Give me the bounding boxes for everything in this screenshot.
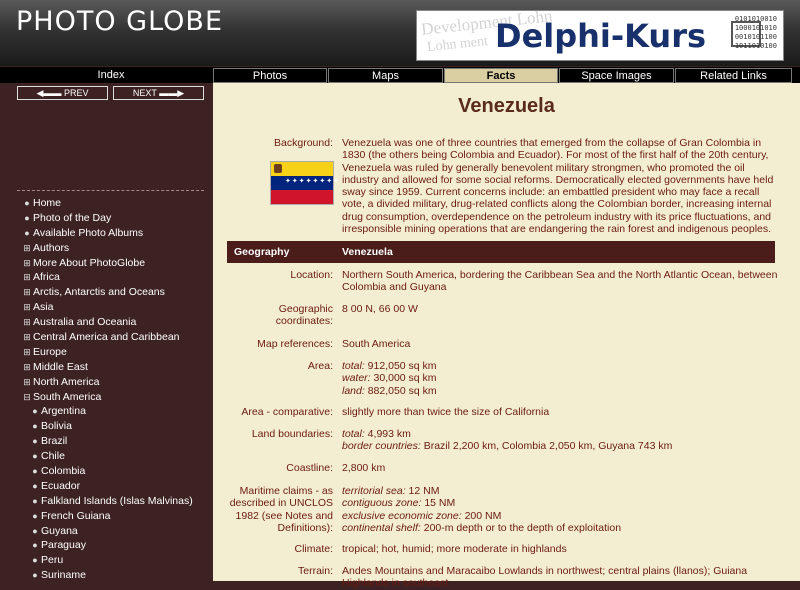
expand-icon[interactable]: ⊞ <box>23 361 31 372</box>
bullet-icon[interactable]: ● <box>32 480 38 491</box>
sidebar-item-label[interactable]: Europe <box>33 345 67 358</box>
area-land-key: land: <box>342 384 365 397</box>
terrain-value: Andes Mountains and Maracaibo Lowlands in northwest; central plains (llanos); Guiana Highlands in southeast <box>342 565 748 590</box>
expand-icon[interactable]: ⊞ <box>23 302 31 313</box>
bullet-icon[interactable]: ● <box>32 451 38 462</box>
tab-space-images[interactable]: Space Images <box>559 68 674 83</box>
maritime-values <box>342 485 782 534</box>
sidebar-item[interactable] <box>0 419 212 434</box>
eez-key: exclusive economic zone: <box>342 509 462 522</box>
geography-header-label: Geography <box>234 246 290 258</box>
coords-label: Geographic coordinates: <box>275 303 333 328</box>
coords-value: 8 00 N, 66 00 W <box>342 303 418 315</box>
territorial-sea-value: 12 NM <box>405 485 440 497</box>
expand-icon[interactable]: ⊞ <box>23 346 31 357</box>
mapref-label: Map references: <box>257 338 333 350</box>
banner-title: Delphi-Kurs <box>495 17 707 55</box>
expand-icon[interactable]: ⊞ <box>23 257 31 268</box>
banner-watermark: Development Lohn <box>420 6 554 39</box>
sidebar-item-label[interactable]: More About PhotoGlobe <box>33 256 146 269</box>
expand-icon[interactable]: ⊞ <box>23 317 31 328</box>
sidebar-item[interactable] <box>0 226 212 241</box>
expand-icon[interactable]: ⊞ <box>23 272 31 283</box>
climate-label: Climate: <box>294 543 333 555</box>
sidebar-item[interactable] <box>0 404 212 419</box>
sidebar-item[interactable] <box>0 375 212 390</box>
background-text: Venezuela was one of three countries that emerged from the collapse of Gran Colombia in 1830 (the others being Colombia and Ecuador). For most of the first half of the 20th century, Venezuela was ruled by generally benevolent military strongmen, who promoted the oil industry and allowed for some social reforms. Democratically elected governments have held sway since 1959. Current concerns include: an embattled president who may face a recall vote, a divided military, drug-related conflicts along the Colombian border, increasing internal drug consumption, overdependence on the petroleum industry with its price fluctuations, and irresponsible mining operations that are endangering the rain forest and indigenous peoples. <box>342 137 774 236</box>
bullet-icon[interactable]: ● <box>32 525 38 536</box>
eez-value: 200 NM <box>461 509 502 522</box>
sidebar-divider <box>17 190 204 191</box>
photo-globe-logo[interactable]: PHOTO GLOBE <box>16 6 224 37</box>
geography-header-country: Venezuela <box>342 246 393 258</box>
expand-icon[interactable]: ⊞ <box>23 332 31 343</box>
collapse-icon[interactable]: ⊟ <box>23 391 31 402</box>
sidebar-item[interactable] <box>0 345 212 360</box>
sidebar-item-label[interactable]: Australia and Oceania <box>33 316 137 329</box>
bullet-icon[interactable]: ● <box>32 436 38 447</box>
contiguous-zone-key: contiguous zone: <box>342 497 422 510</box>
sidebar-item[interactable] <box>0 196 212 211</box>
coat-of-arms-icon <box>274 164 282 173</box>
coastline-value: 2,800 km <box>342 462 386 474</box>
climate-value: tropical; hot, humid; more moderate in highlands <box>342 543 567 555</box>
venezuela-flag-icon <box>270 161 340 205</box>
bullet-icon[interactable]: ● <box>24 212 30 223</box>
site-header <box>0 0 800 66</box>
sidebar-item[interactable] <box>0 330 212 345</box>
sidebar-item-label[interactable]: South America <box>33 390 102 403</box>
sidebar-item[interactable] <box>0 434 212 449</box>
index-label: Index <box>97 69 125 81</box>
main-content <box>213 83 800 590</box>
area-comparative-value: slightly more than twice the size of California <box>342 406 550 418</box>
bullet-icon[interactable]: ● <box>24 198 30 208</box>
sidebar-item-label[interactable]: Bolivia <box>41 420 72 433</box>
sidebar-nav <box>0 196 212 583</box>
sidebar-item-label[interactable]: Peru <box>41 554 64 567</box>
sidebar-item[interactable] <box>0 270 212 285</box>
area-label: Area: <box>307 360 333 372</box>
sidebar-item-label[interactable]: Falkland Islands (Islas Malvinas) <box>41 494 193 507</box>
continental-shelf-value: 200-m depth or to the depth of exploitation <box>420 521 622 534</box>
sidebar-item[interactable] <box>0 256 212 271</box>
maritime-label: Maritime claims - as described in UNCLOS 1982 (see Notes and Definitions): <box>229 485 333 534</box>
sidebar-item[interactable] <box>0 538 212 553</box>
expand-icon[interactable]: ⊞ <box>23 287 31 298</box>
sidebar-item[interactable] <box>0 553 212 568</box>
sidebar-item[interactable] <box>0 315 212 330</box>
sidebar-item-label[interactable]: Arctis, Antarctis and Oceans <box>33 286 165 299</box>
flag-stars-icon: ✦✦✦✦✦✦✦✦ <box>285 178 340 185</box>
bullet-icon[interactable]: ● <box>32 495 38 506</box>
land-boundaries-values <box>342 428 782 453</box>
sidebar-item-label[interactable]: Suriname <box>41 569 86 582</box>
boundary-total-key: total: <box>342 428 365 440</box>
sidebar-item[interactable] <box>0 509 212 524</box>
sidebar-item[interactable] <box>0 464 212 479</box>
tab-photos[interactable]: Photos <box>213 68 327 83</box>
tab-maps[interactable]: Maps <box>328 68 443 83</box>
bullet-icon[interactable]: ● <box>32 540 38 551</box>
bullet-icon[interactable]: ● <box>32 466 38 477</box>
sidebar-item-label[interactable]: Available Photo Albums <box>33 226 144 239</box>
delphi-kurs-banner[interactable] <box>416 6 784 61</box>
border-countries-value: Brazil 2,200 km, Colombia 2,050 km, Guyana 743 km <box>420 440 673 453</box>
prev-button[interactable]: ◀▬▬ PREV <box>17 86 108 100</box>
contiguous-zone-value: 15 NM <box>421 497 456 510</box>
continental-shelf-key: continental shelf: <box>342 521 421 534</box>
sidebar-item-label[interactable]: Home <box>33 197 62 209</box>
sidebar-item[interactable] <box>0 285 212 300</box>
bullet-icon[interactable]: ● <box>32 421 38 432</box>
bullet-icon[interactable]: ● <box>32 406 38 417</box>
sidebar-item-label[interactable]: Photo of the Day <box>33 211 112 224</box>
sidebar-item-label[interactable]: Brazil <box>41 435 68 448</box>
sidebar-item[interactable] <box>0 524 212 539</box>
area-values <box>342 360 782 397</box>
sidebar-item[interactable] <box>0 479 212 494</box>
area-total-key: total: <box>342 360 365 372</box>
sidebar-item-label[interactable]: North America <box>33 375 100 388</box>
terrain-label: Terrain: <box>297 565 333 577</box>
area-land-value: 882,050 sq km <box>364 384 437 397</box>
bullet-icon[interactable]: ● <box>32 555 38 566</box>
location-value: Northern South America, bordering the Caribbean Sea and the North Atlantic Ocean, between Colombia and Guyana <box>342 269 778 294</box>
next-button[interactable]: NEXT ▬▬▶ <box>113 86 204 100</box>
banner-binary: 0101010010 1000101010 0010101100 1011010100 <box>734 15 777 50</box>
geography-header <box>227 241 775 263</box>
boundary-total-value: 4,993 km <box>364 428 411 440</box>
expand-icon[interactable]: ⊞ <box>23 242 31 253</box>
sidebar-item-label[interactable]: Ecuador <box>41 479 81 492</box>
banner-watermark-2: Lohn ment <box>426 33 489 56</box>
sidebar-item-label[interactable]: Paraguay <box>41 539 86 552</box>
sidebar-item-label[interactable]: Guyana <box>41 524 78 537</box>
bullet-icon[interactable]: ● <box>32 510 38 521</box>
sidebar-item-label[interactable]: Colombia <box>41 465 86 478</box>
location-label: Location: <box>290 269 333 281</box>
background-label: Background: <box>274 137 333 149</box>
sidebar-item[interactable] <box>0 241 212 256</box>
tab-related-links[interactable]: Related Links <box>675 68 792 83</box>
sidebar-item[interactable] <box>0 449 212 464</box>
sidebar-item-label[interactable]: Central America and Caribbean <box>33 331 180 344</box>
area-total-value: 912,050 sq km <box>364 360 437 372</box>
mapref-value: South America <box>342 338 411 350</box>
sidebar-item[interactable] <box>0 568 212 583</box>
bullet-icon[interactable]: ● <box>32 570 38 581</box>
expand-icon[interactable]: ⊞ <box>23 376 31 387</box>
sidebar-item[interactable] <box>0 300 212 315</box>
sidebar-item-label[interactable]: Africa <box>33 271 60 284</box>
sidebar-item-label[interactable]: Asia <box>33 301 54 314</box>
sidebar-item[interactable] <box>0 390 212 405</box>
territorial-sea-key: territorial sea: <box>342 485 406 497</box>
sidebar-item-label[interactable]: Chile <box>41 450 65 463</box>
land-boundaries-label: Land boundaries: <box>251 428 333 440</box>
sidebar-item-label[interactable]: French Guiana <box>41 509 111 522</box>
sidebar-item[interactable] <box>0 494 212 509</box>
border-countries-key: border countries: <box>342 440 421 453</box>
tab-facts[interactable]: Facts <box>444 68 558 83</box>
bullet-icon[interactable]: ● <box>24 227 30 238</box>
sidebar-item-label[interactable]: Middle East <box>33 360 88 373</box>
coastline-label: Coastline: <box>286 462 333 474</box>
sidebar-item[interactable] <box>0 360 212 375</box>
page-title: Venezuela <box>458 95 555 117</box>
sidebar-item-label[interactable]: Authors <box>33 241 70 254</box>
sidebar-item-label[interactable]: Argentina <box>41 405 86 418</box>
area-water-value: 30,000 sq km <box>370 372 437 385</box>
area-water-key: water: <box>342 372 371 385</box>
sidebar-item[interactable] <box>0 211 212 226</box>
area-comparative-label: Area - comparative: <box>241 406 333 418</box>
